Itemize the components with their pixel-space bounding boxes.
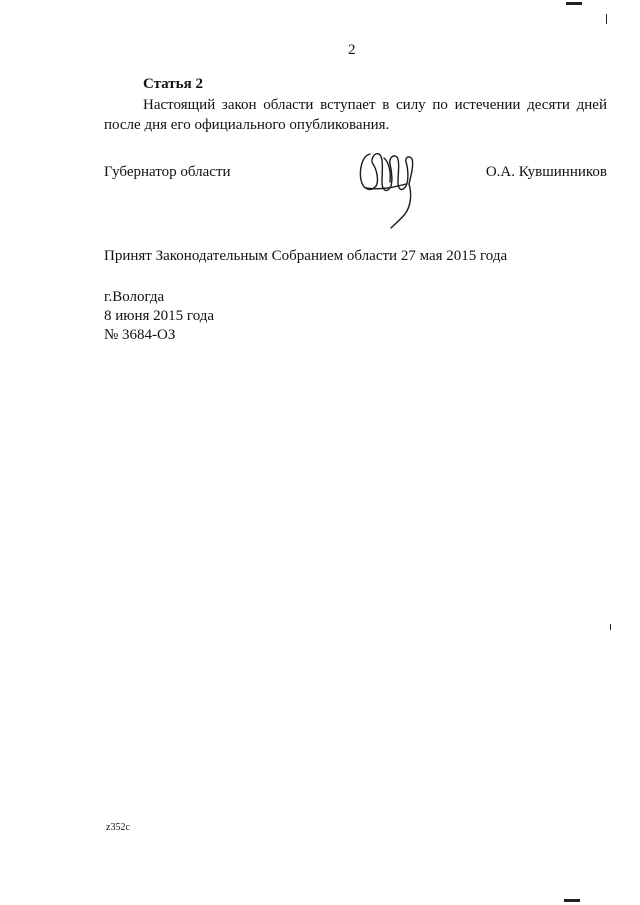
- law-number: № 3684-ОЗ: [104, 327, 176, 343]
- article-text: Настоящий закон области вступает в силу по истечении десяти дней после дня его официального опубликования.: [104, 97, 607, 133]
- signing-date: 8 июня 2015 года: [104, 308, 215, 324]
- scan-mark-right-mid: [610, 624, 611, 630]
- governor-title: Губернатор области: [104, 164, 231, 180]
- article-title: Статья 2: [143, 76, 203, 92]
- scan-mark-right-top: [606, 14, 607, 24]
- scan-mark-top: [566, 2, 582, 5]
- place-date-block: [104, 288, 214, 345]
- footer-code: z352c: [106, 822, 130, 833]
- scan-mark-bottom: [564, 899, 580, 902]
- adoption-statement: Принят Законодательным Собранием области 27 мая 2015 года: [104, 248, 508, 264]
- city: г.Вологда: [104, 289, 165, 305]
- page-number: 2: [348, 42, 356, 58]
- handwritten-signature: [356, 148, 418, 230]
- governor-name: О.А. Кувшинников: [485, 164, 607, 180]
